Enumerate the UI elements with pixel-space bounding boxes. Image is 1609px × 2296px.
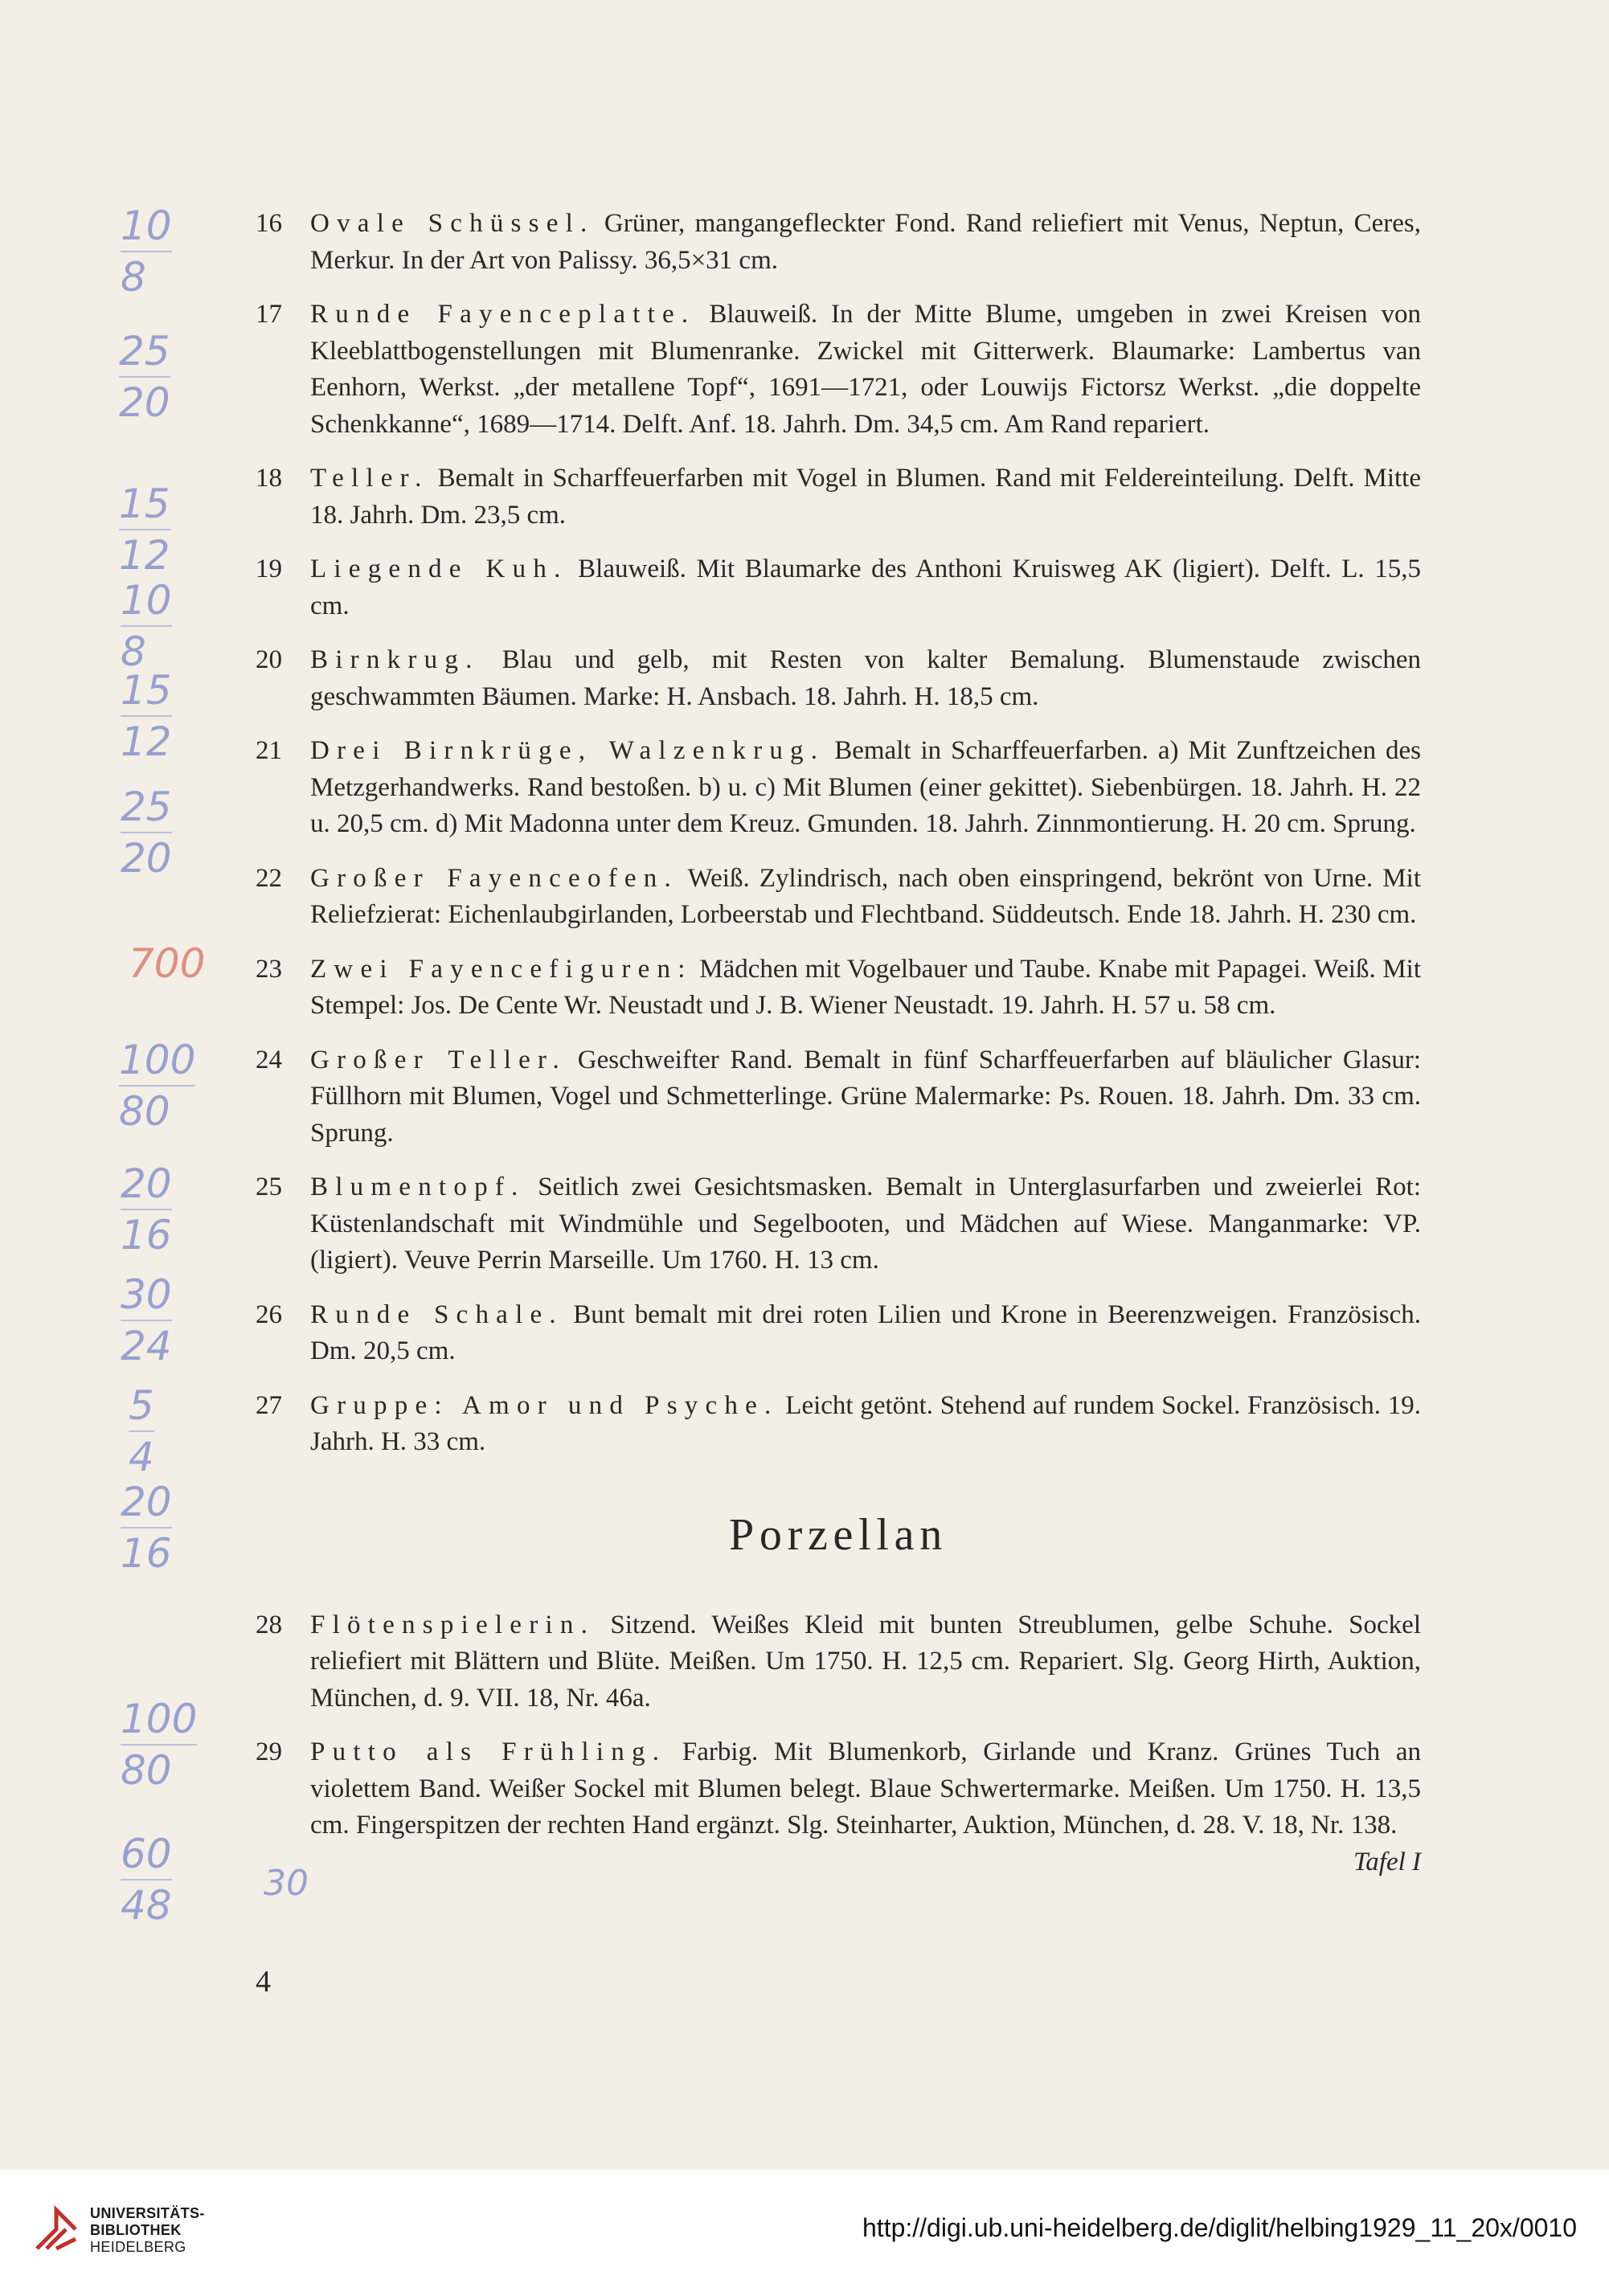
footer-bar: [0, 2170, 1609, 2296]
annotation-21: 25 20: [121, 784, 172, 882]
entry-text: Bunt bemalt mit drei roten Lilien und Krone in Beerenzweigen. Französisch. Dm. 20,5 cm.: [310, 1299, 1422, 1365]
catalog-entry-27: [256, 1388, 1421, 1461]
entry-number: 23: [256, 954, 282, 984]
entry-title: Großer Fayenceofen.: [310, 863, 679, 893]
catalog-entry-21: [256, 733, 1421, 843]
catalog-entry-24: [256, 1042, 1421, 1152]
source-url-link[interactable]: http://digi.ub.uni-heidelberg.de/diglit/helbing1929_11_20x/0010: [862, 2213, 1577, 2242]
catalog-entry-23: [256, 952, 1421, 1025]
entry-number: 24: [256, 1045, 282, 1074]
catalog-entry-18: [256, 460, 1421, 534]
entry-text: Leicht getönt. Stehend auf rundem Sockel. Französisch. 19. Jahrh. H. 33 cm.: [310, 1390, 1421, 1456]
annotation-28: 100 80: [121, 1696, 198, 1794]
entry-text: Weiß. Zylindrisch, nach oben einspringend, bekrönt von Urne. Mit Reliefzierat: Eichenlaubgirlanden, Lorbeerstab und Flechtband. Süddeutsch. Ende 18. Jahrh. H. 230 cm.: [310, 863, 1421, 929]
entry-text: Farbig. Mit Blumenkorb, Girlande und Kranz. Grünes Tuch an violettem Band. Weißer Sockel mit Blumen belegt. Blaue Schwertermarke. Meißen. Um 1750. H. 13,5 cm. Fingerspitzen der rechten Hand ergänzt. Slg. Steinharter, Auktion, München, d. 28. V. 18, Nr. 138.: [310, 1737, 1421, 1840]
catalog-entry-19: [256, 551, 1421, 624]
annotation-29: 60 48: [121, 1831, 172, 1929]
entry-title: Runde Schale.: [310, 1299, 563, 1329]
entry-title: Runde Fayenceplatte.: [310, 300, 696, 329]
entry-text: Geschweifter Rand. Bemalt in fünf Scharffeuerfarben auf bläulicher Glasur: Füllhorn mit Blumen, Vogel und Schmetterlinge. Grüne Malermarke: Ps. Rouen. 18. Jahrh. Dm. 33 cm. Sprung.: [310, 1045, 1422, 1148]
entry-number: 20: [256, 645, 282, 674]
institution-name: UNIVERSITÄTS- BIBLIOTHEK HEIDELBERG: [90, 2205, 205, 2255]
page-number: 4: [256, 1965, 271, 1999]
annotation-27: 20 16: [121, 1479, 172, 1577]
entry-text: Sitzend. Weißes Kleid mit bunten Streublumen, gelbe Schuhe. Sockel reliefiert mit Blättern und Blüte. Meißen. Um 1750. H. 12,5 cm. Repariert. Slg. Georg Hirth, Auktion, München, d. 9. VII. 18, Nr. 46a.: [310, 1610, 1421, 1713]
entry-number: 22: [256, 863, 282, 893]
section-heading: Porzellan: [729, 1509, 948, 1560]
catalog-entry-22: [256, 861, 1421, 934]
annotation-18: 15 12: [119, 481, 170, 579]
catalog-entries: [256, 206, 1421, 1881]
annotation-22: 700: [129, 940, 206, 987]
entry-title: Blumentopf.: [310, 1173, 526, 1201]
entry-number: 28: [256, 1610, 282, 1639]
annotation-26: 5 4: [129, 1382, 154, 1480]
entry-title: Zwei Fayencefiguren:: [310, 954, 693, 984]
entry-text: Seitlich zwei Gesichtsmasken. Bemalt in Unterglasurfarben und zweierlei Rot: Küstenlandschaft mit Windmühle und Segelbooten, und Mädchen auf Wiese. Manganmarke: VP. (ligiert). Veuve Perrin Marseille. Um 1760. H. 13 cm.: [310, 1173, 1421, 1275]
plate-reference: Tafel I: [1353, 1847, 1421, 1876]
catalog-entry-26: [256, 1297, 1421, 1370]
annotation-25: 30 24: [121, 1271, 172, 1369]
annotation-23: 100 80: [119, 1037, 196, 1135]
entry-title: Birnkrug.: [310, 645, 480, 674]
annotation-29-extra: 30: [264, 1863, 309, 1904]
entry-number: 19: [256, 555, 282, 583]
catalog-entry-29: [256, 1734, 1421, 1876]
entry-title: Großer Teller.: [310, 1045, 567, 1074]
entry-text: Bemalt in Scharffeuerfarben. a) Mit Zunftzeichen des Metzgerhandwerks. Rand bestoßen. b) u. c) Mit Blumen (einer gekittet). Siebenbürgen. 18. Jahrh. H. 22 u. 20,5 cm. d) Mit Madonna unter dem Kreuz. Gmunden. 18. Jahrh. Zinnmontierung. H. 20 cm. Sprung.: [310, 736, 1421, 838]
entry-number: 16: [256, 209, 282, 238]
entry-number: 17: [256, 300, 282, 329]
entry-number: 27: [256, 1390, 282, 1420]
catalog-entry-28: [256, 1607, 1421, 1717]
annotation-20: 15 12: [121, 667, 172, 765]
entry-title: Gruppe: Amor und Psyche.: [310, 1390, 779, 1420]
entry-text: Mädchen mit Vogelbauer und Taube. Knabe mit Papagei. Weiß. Mit Stempel: Jos. De Cente Wr. Neustadt und J. B. Wiener Neustadt. 19. Jahrh. H. 57 u. 58 cm.: [310, 954, 1421, 1020]
entry-number: 21: [256, 736, 282, 765]
entry-text: Blauweiß. Mit Blaumarke des Anthoni Kruisweg AK (ligiert). Delft. L. 15,5 cm.: [310, 555, 1421, 620]
entry-title: Putto als Frühling.: [310, 1737, 667, 1766]
catalog-entry-25: [256, 1169, 1421, 1279]
annotation-17: 25 20: [119, 328, 170, 426]
entry-number: 25: [256, 1173, 282, 1201]
library-logo-icon: [32, 2202, 84, 2253]
entry-title: Teller.: [310, 464, 429, 493]
entry-number: 18: [256, 464, 282, 493]
catalog-entry-16: [256, 206, 1421, 279]
catalog-entry-20: [256, 642, 1421, 715]
entry-text: Blauweiß. In der Mitte Blume, umgeben in zwei Kreisen von Kleeblattbogenstellungen mit Blumenranke. Zwickel mit Gitterwerk. Blaumarke: Lambertus van Eenhorn, Werkst. „der metallene Topf“, 1691—1721, oder Louwijs Fictorsz Werkst. „die doppelte Schenkkanne“, 1689—1714. Delft. Anf. 18. Jahrh. Dm. 34,5 cm. Am Rand repariert.: [310, 300, 1422, 439]
entry-text: Bemalt in Scharffeuerfarben mit Vogel in Blumen. Rand mit Feldereinteilung. Delft. Mitte 18. Jahrh. Dm. 23,5 cm.: [310, 464, 1421, 530]
entry-title: Drei Birnkrüge, Walzenkrug.: [310, 736, 825, 765]
entry-text: Blau und gelb, mit Resten von kalter Bemalung. Blumenstaude zwischen geschwammten Bäumen. Marke: H. Ansbach. 18. Jahrh. H. 18,5 cm.: [310, 645, 1421, 711]
entry-title: Liegende Kuh.: [310, 555, 568, 583]
annotation-16: 10 8: [121, 203, 172, 301]
entry-number: 29: [256, 1737, 282, 1766]
entry-title: Ovale Schüssel.: [310, 209, 595, 238]
entry-text: Grüner, mangangefleckter Fond. Rand reliefiert mit Venus, Neptun, Ceres, Merkur. In der Art von Palissy. 36,5×31 cm.: [310, 209, 1421, 275]
annotation-24: 20 16: [121, 1160, 172, 1259]
annotation-19: 10 8: [121, 577, 172, 675]
catalog-entry-17: [256, 297, 1421, 443]
entry-number: 26: [256, 1299, 282, 1329]
entry-title: Flötenspielerin.: [310, 1610, 596, 1639]
